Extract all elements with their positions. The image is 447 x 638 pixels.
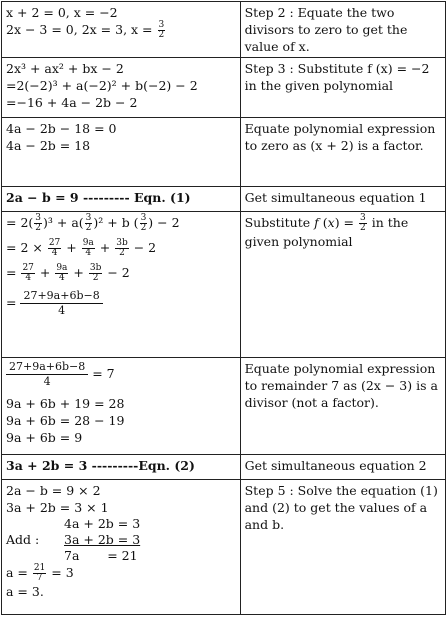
math-line: 4a − 2b − 18 = 0 xyxy=(6,121,117,136)
table-row xyxy=(2,2,446,58)
math-line: 2x − 3 = 0, 2x = 3, x = $\frac{3}{2}$ xyxy=(6,20,165,40)
math-line: = 2( $\frac{3}{2}$ )³ + a( $\frac{3}{2}$ )² + b ( $\frac{3}{2}$ ) − 2 xyxy=(6,213,180,233)
equation-1: 2a − b = 9 --------- Eqn. (1) xyxy=(6,190,191,205)
math-line: 2a − b = 9 × 2 xyxy=(6,483,101,498)
math-line: a = $\frac{21}{7}$ = 3 xyxy=(6,563,74,583)
math-line: =2(−2)³ + a(−2)² + b(−2) − 2 xyxy=(6,78,198,93)
table-row xyxy=(2,118,446,187)
math-cell xyxy=(2,212,241,358)
explanation-cell: Get simultaneous equation 2 xyxy=(240,455,445,480)
equation-2: 3a + 2b = 3 ---------Eqn. (2) xyxy=(6,458,195,473)
math-cell xyxy=(2,187,241,212)
math-cell xyxy=(2,455,241,480)
math-line: 9a + 6b + 19 = 28 xyxy=(6,396,125,411)
math-cell xyxy=(2,58,241,118)
explanation-cell: Step 5 : Solve the equation (1) and (2) to get the values of a and b. xyxy=(240,480,445,615)
table-row xyxy=(2,480,446,615)
math-line: x + 2 = 0, x = −2 xyxy=(6,5,118,20)
math-cell xyxy=(2,358,241,455)
math-line: 3a + 2b = 3 × 1 xyxy=(6,500,109,515)
table-row xyxy=(2,58,446,118)
table-row xyxy=(2,212,446,358)
explanation-cell: Get simultaneous equation 1 xyxy=(240,187,445,212)
math-line: 4a − 2b = 18 xyxy=(6,138,91,153)
math-cell xyxy=(2,480,241,615)
math-line: = $\frac{27}{4}$ + $\frac{9a}{4}$ + $\frac{3b}{2}$ − 2 xyxy=(6,263,130,283)
math-line: =−16 + 4a − 2b − 2 xyxy=(6,95,138,110)
explanation-cell: Substitute f (x) = $\frac{3}{2}$ in the given polynomial xyxy=(240,212,445,358)
table-row xyxy=(2,358,446,455)
fraction: $\frac{3}{2}$ xyxy=(158,20,165,40)
math-line: 9a + 6b = 9 xyxy=(6,430,83,445)
math-line: 9a + 6b = 28 − 19 xyxy=(6,413,125,428)
table-row xyxy=(2,455,446,480)
math-line: = 2 × $\frac{27}{4}$ + $\frac{9a}{4}$ + $\frac{3b}{2}$ − 2 xyxy=(6,238,157,258)
addition-block: 4a + 2b = 3 Add : 3a + 2b = 3 7a = 21 xyxy=(6,516,141,563)
math-cell xyxy=(2,2,241,58)
math-line: = $\frac{27+9a+6b-8}{4}$ xyxy=(6,289,236,318)
math-line: $\frac{27+9a+6b-8}{4}$ = 7 xyxy=(6,360,236,389)
solution-steps-table xyxy=(1,1,446,615)
math-line: a = 3. xyxy=(6,584,44,599)
explanation-cell: Equate polynomial expression to zero as (x + 2) is a factor. xyxy=(240,118,445,187)
math-cell xyxy=(2,118,241,187)
math-line: 2x³ + ax² + bx − 2 xyxy=(6,61,124,76)
explanation-cell: Equate polynomial expression to remainder 7 as (2x − 3) is a divisor (not a factor). xyxy=(240,358,445,455)
table-row xyxy=(2,187,446,212)
explanation-cell: Step 2 : Equate the two divisors to zero to get the value of x. xyxy=(240,2,445,58)
explanation-cell: Step 3 : Substitute f (x) = −2 in the given polynomial xyxy=(240,58,445,118)
